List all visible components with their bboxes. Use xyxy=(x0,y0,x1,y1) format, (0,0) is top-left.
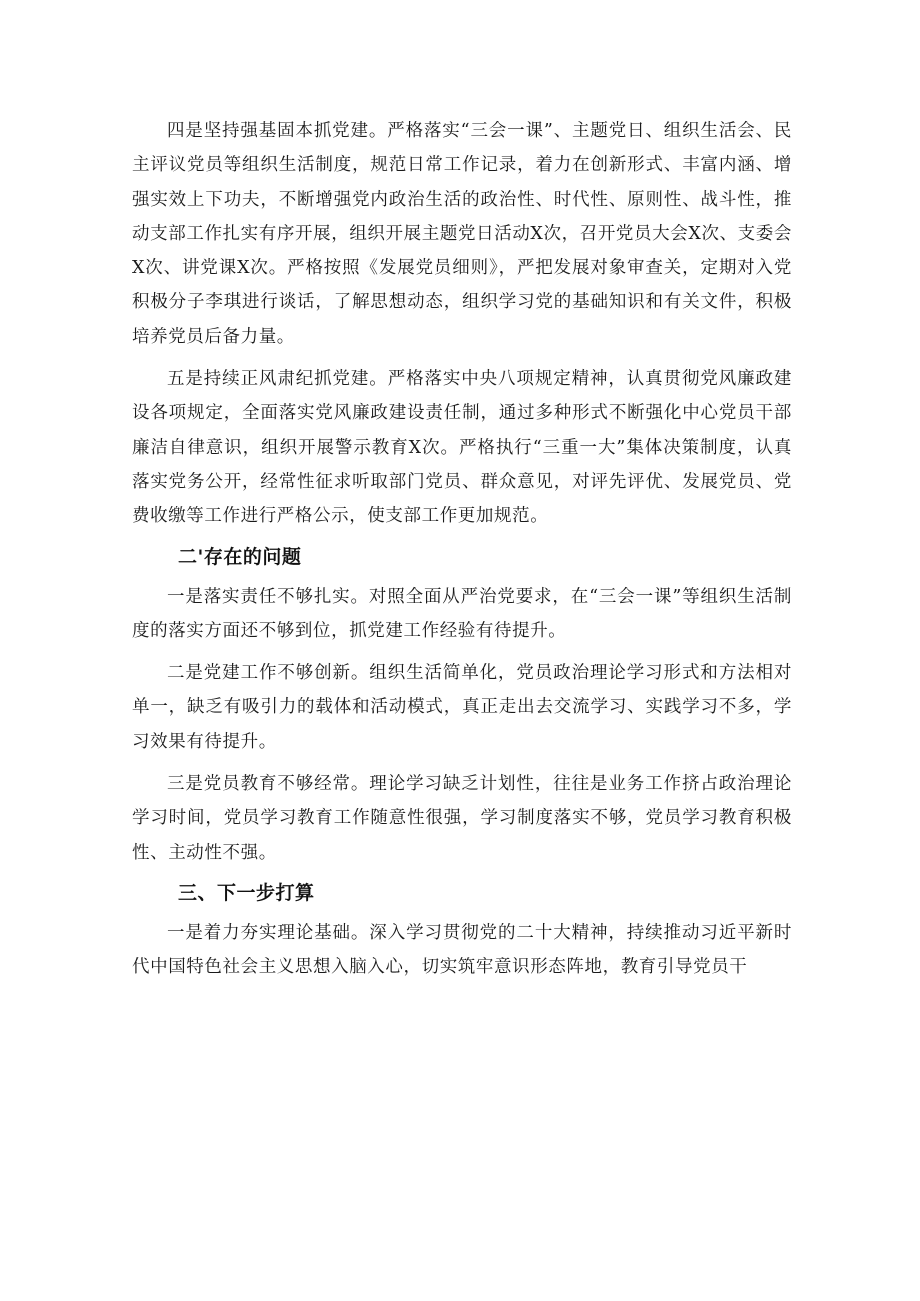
paragraph-gap xyxy=(132,648,792,656)
paragraph-problem-innovation: 二是党建工作不够创新。组织生活简单化，党员政治理论学习形式和方法相对单一，缺乏有吸引力的载体和活动模式，真正走出去交流学习、实践学习不多，学习效果有待提升。 xyxy=(132,663,792,752)
paragraph-discipline: 五是持续正风肃纪抓党建。严格落实中央八项规定精神，认真贯彻党风廉政建设各项规定，全面落实党风廉政建设责任制，通过多种形式不断强化中心党员干部廉洁自律意识，组织开展警示教育X次。严格执行“三重一大”集体决策制度，认真落实党务公开，经常性征求听取部门党员、群众意见，对评先评优、发展党员、党费收缴等工作进行严格公示，使支部工作更加规范。 xyxy=(132,369,792,527)
section-heading-next-steps: 三、下一步打算 xyxy=(178,881,315,904)
paragraph-problem-responsibility: 一是落实责任不够扎实。对照全面从严治党要求，在“三会一课”等组织生活制度的落实方面还不够到位，抓党建工作经验有待提升。 xyxy=(132,586,792,641)
document-body xyxy=(132,114,792,985)
paragraph-gap xyxy=(132,354,792,362)
paragraph-strengthen-foundation: 四是坚持强基固本抓党建。严格落实“三会一课”、主题党日、组织生活会、民主评议党员等组织生活制度，规范日常工作记录，着力在创新形式、丰富内涵、增强实效上下功夫，不断增强党内政治生活的政治性、时代性、原则性、战斗性，推动支部工作扎实有序开展，组织开展主题党日活动X次，召开党员大会X次、支委会X次、讲党课X次。严格按照《发展党员细则》，严把发展对象审查关，定期对入党积极分子李琪进行谈话，了解思想动态，组织学习党的基础知识和有关文件，积极培养党员后备力量。 xyxy=(132,121,792,347)
paragraph-gap xyxy=(132,759,792,767)
section-heading-problems: 二'存在的问题 xyxy=(178,545,302,568)
paragraph-next-theory: 一是着力夯实理论基础。深入学习贯彻党的二十大精神，持续推动习近平新时代中国特色社会主义思想入脑入心，切实筑牢意识形态阵地，教育引导党员干 xyxy=(132,922,792,978)
paragraph-problem-education: 三是党员教育不够经常。理论学习缺乏计划性，往往是业务工作挤占政治理论学习时间，党员学习教育工作随意性很强，学习制度落实不够，党员学习教育积极性、主动性不强。 xyxy=(132,774,792,863)
